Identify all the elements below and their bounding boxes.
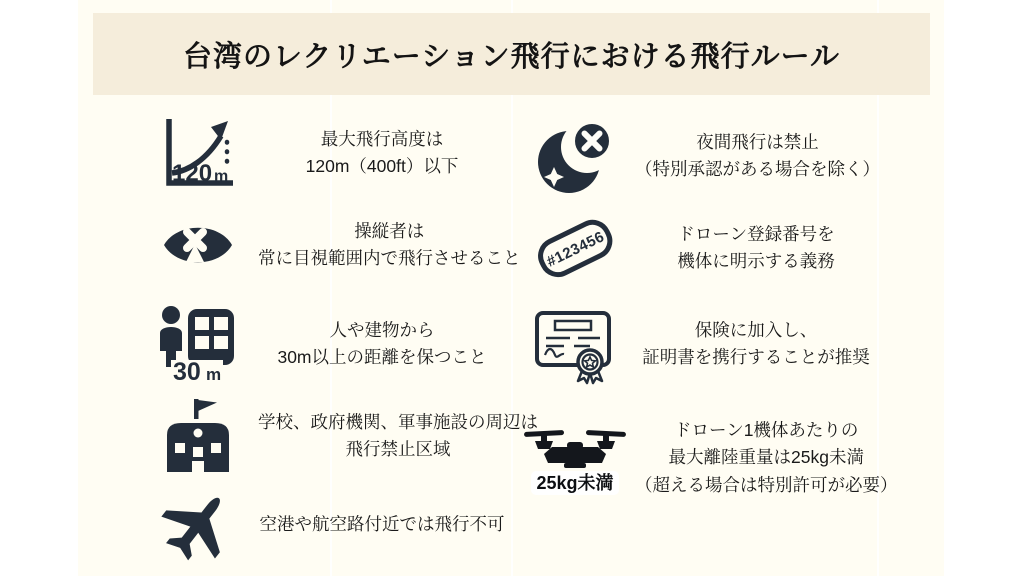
school-building-icon (159, 399, 237, 473)
rule-no-night-flight (515, 114, 880, 198)
rule-insurance (515, 302, 877, 386)
page-title: 台湾のレクリエーション飛行における飛行ルール (182, 40, 841, 73)
rule-text: 夜間飛行は禁止 （特別承認がある場合を除く） (635, 131, 880, 179)
rule-max-altitude (138, 112, 506, 194)
svg-text:30: 30 (173, 358, 201, 386)
rule-text: 学校、政府機関、軍事施設の周辺は 飛行禁止区域 (258, 411, 538, 459)
svg-text:#123456: #123456 (544, 228, 608, 271)
rule-text: 空港や航空路付近では飛行不可 (259, 514, 505, 535)
rule-text: ドローン1機体あたりの 最大離陸重量は25kg未満 （超える場合は特別許可が必要） (635, 419, 898, 495)
rule-no-fly-zones (138, 394, 538, 478)
registration-tag-icon (532, 212, 618, 284)
no-night-flight-moon-icon (534, 117, 616, 195)
rule-text: 保険に加入し、 証明書を携行することが推奨 (642, 319, 870, 367)
max-altitude-chart-icon (159, 115, 237, 191)
rule-text: ドローン登録番号を 機体に明示する義務 (677, 223, 835, 271)
distance-person-building-icon (158, 305, 238, 386)
title-banner (93, 13, 930, 95)
svg-text:120: 120 (172, 160, 213, 187)
rule-distance-30m (138, 302, 506, 386)
rule-text: 最大飛行高度は 120m（400ft）以下 (305, 128, 459, 176)
weight-badge: 25kg未満 (531, 471, 618, 495)
svg-text:m: m (206, 365, 222, 384)
rule-text: 人や建物から 30m以上の距離を保つこと (277, 319, 487, 367)
rule-registration-number (515, 206, 877, 290)
rule-max-weight (515, 408, 898, 508)
rule-visual-line-of-sight (138, 204, 521, 286)
rule-no-airports (138, 492, 506, 558)
rule-text: 操縦者は 常に目視範囲内で飛行させること (258, 220, 521, 268)
insurance-certificate-icon (533, 305, 617, 383)
airplane-icon (158, 489, 238, 561)
svg-text:m: m (214, 168, 229, 185)
drone-weight-icon (522, 422, 628, 468)
visual-line-of-sight-eye-icon (161, 217, 235, 273)
